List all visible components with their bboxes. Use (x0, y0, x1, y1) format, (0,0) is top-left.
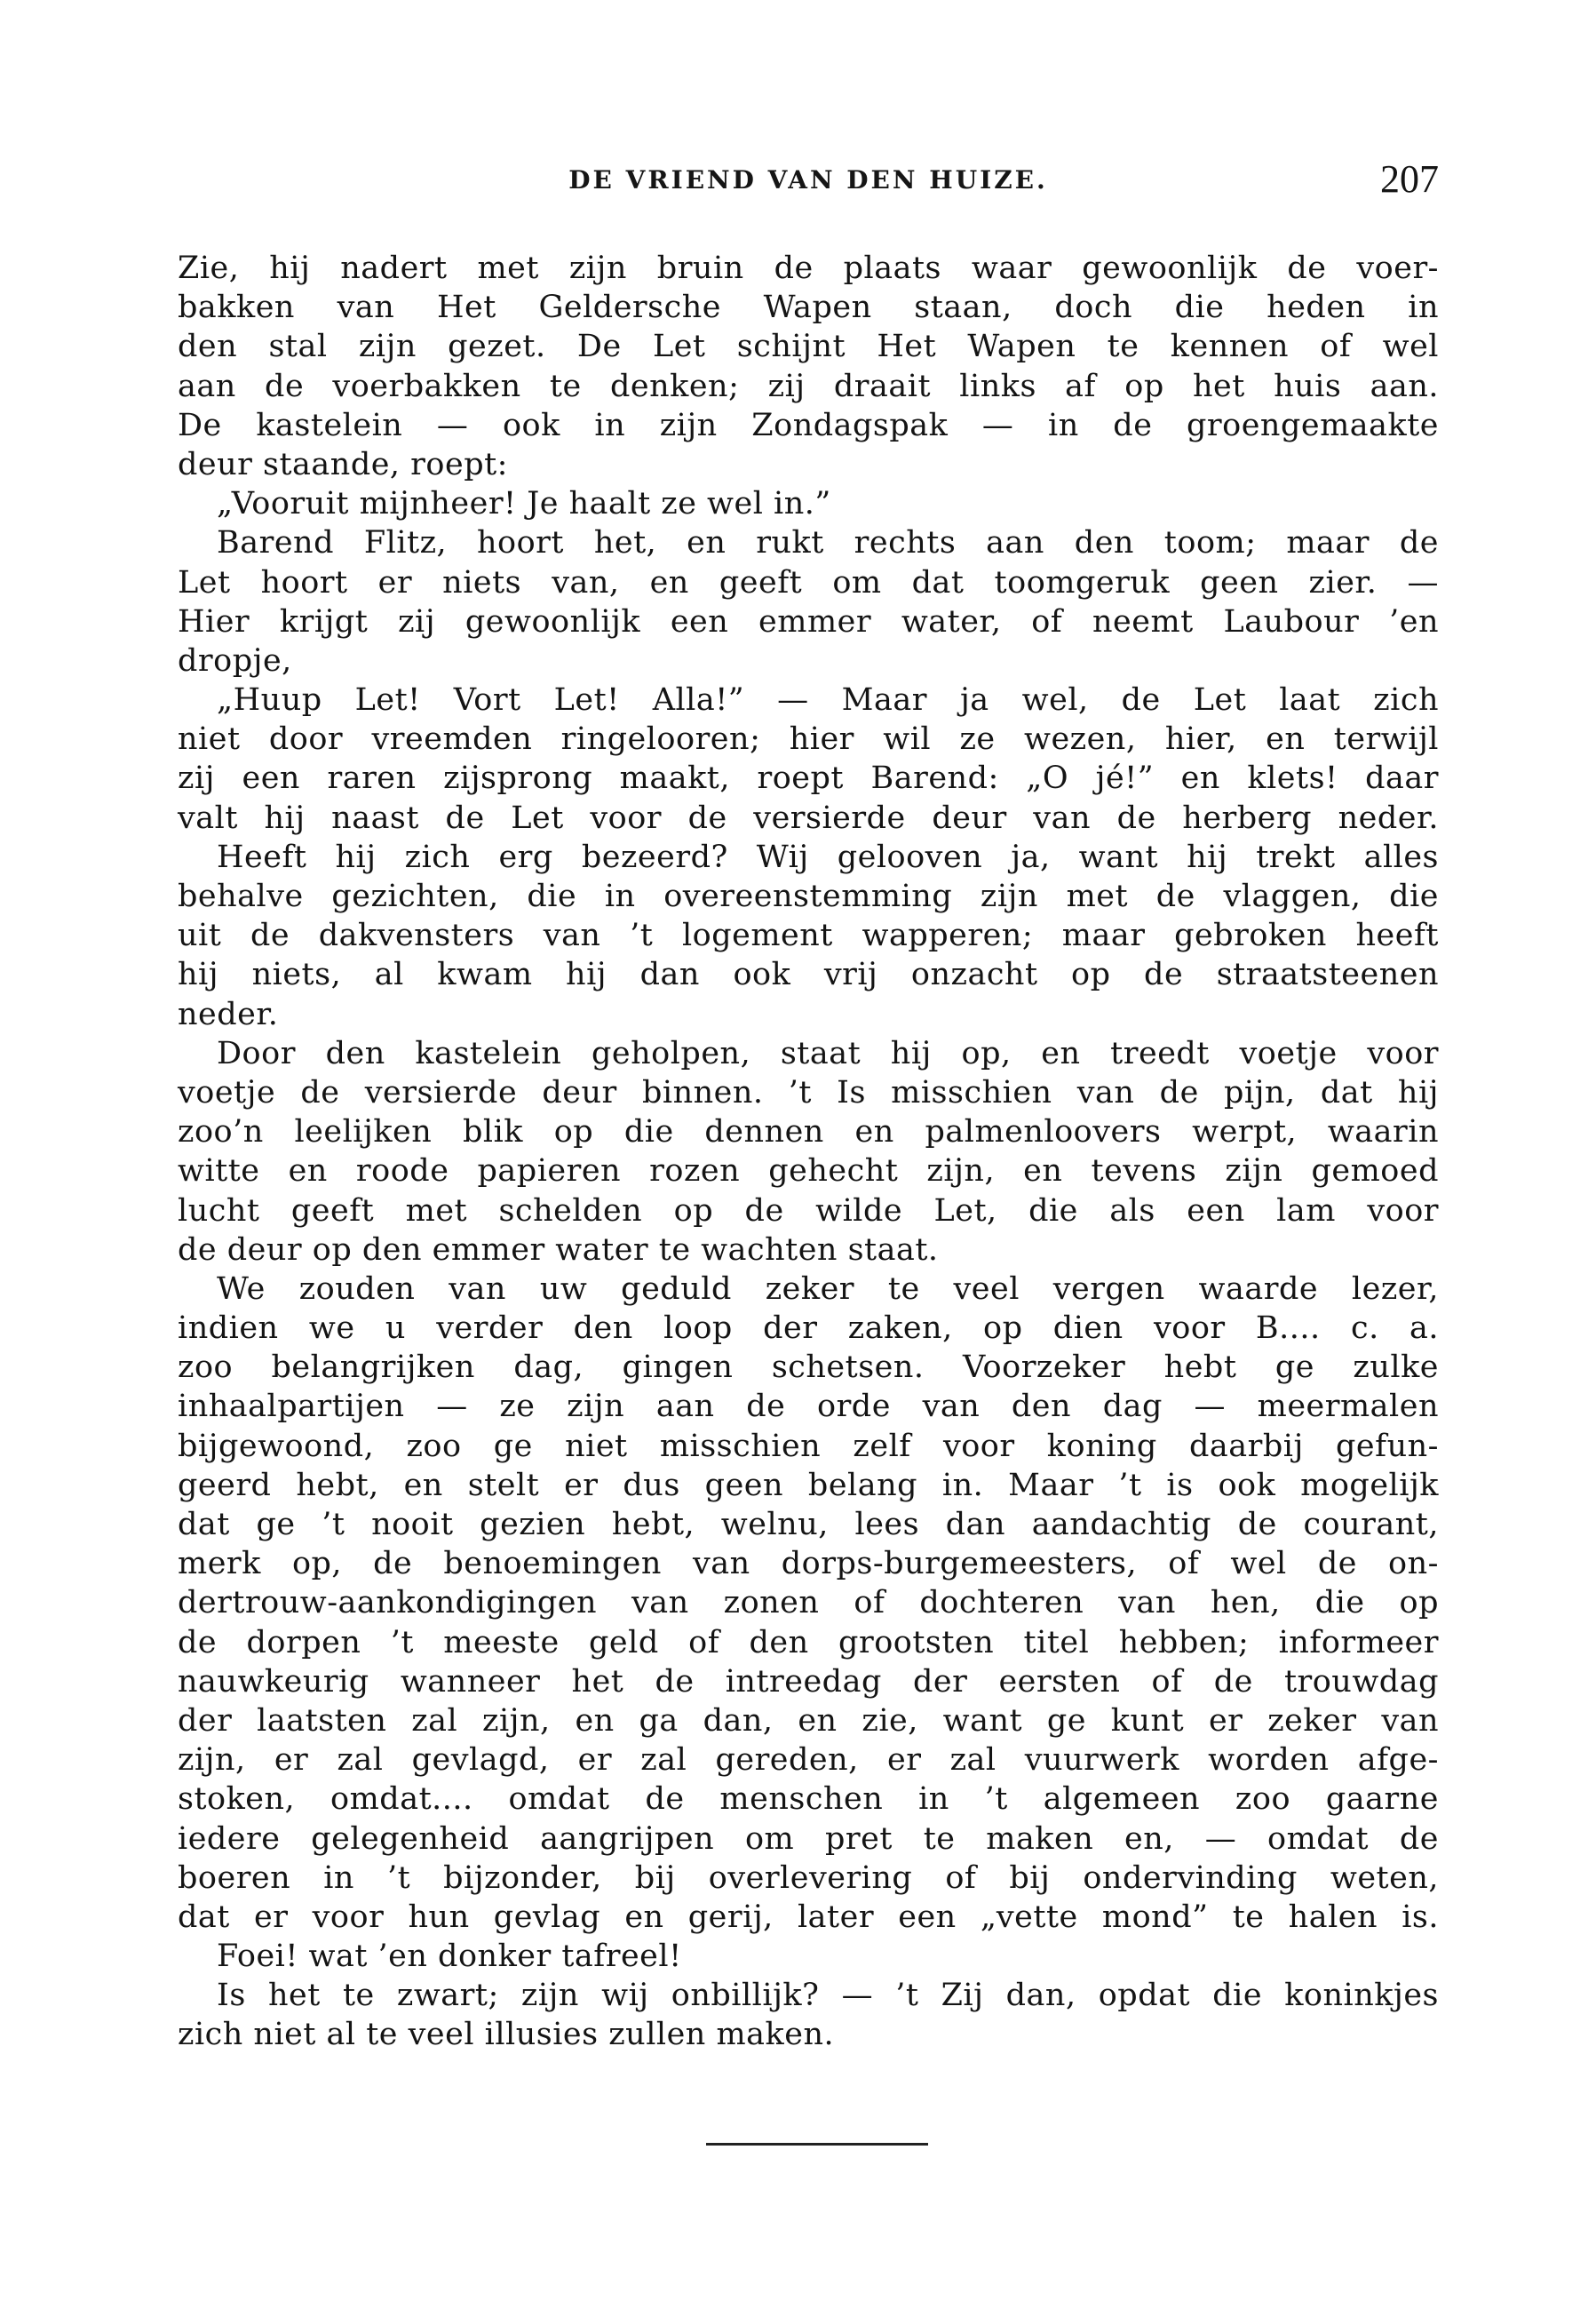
text-line: inhaalpartijen — ze zijn aan de orde van den dag — meermalen (178, 1389, 1439, 1425)
text-line: der laatsten zal zijn, en ga dan, en zie, want ge kunt er zeker van (178, 1702, 1439, 1739)
text-line: Door den kastelein geholpen, staat hij op, en treedt voetje voor (217, 1035, 1439, 1071)
text-line: We zouden van uw geduld zeker te veel vergen waarde lezer, (217, 1270, 1439, 1307)
text-line: Zie, hij nadert met zijn bruin de plaats waar gewoonlijk de voer- (178, 251, 1439, 286)
text-line: dropje, (178, 642, 292, 679)
text-line: deur staande, roept: (178, 446, 508, 482)
text-line: zoo’n leelijken blik op die dennen en palmenloovers werpt, waarin (178, 1114, 1439, 1151)
text-line: Foei! wat ’en donker tafreel! (217, 1939, 682, 1975)
text-line: stoken, omdat.... omdat de menschen in ’t algemeen zoo gaarne (178, 1781, 1439, 1818)
text-line: aan de voerbakken te denken; zij draait links af op het huis aan. (178, 368, 1439, 404)
text-line: De kastelein — ook in zijn Zondagspak — in de groengemaakte (178, 407, 1439, 443)
text-line: bakken van Het Geldersche Wapen staan, doch die heden in (178, 290, 1439, 326)
text-line: nauwkeurig wanneer het de intreedag der eersten of de trouwdag (178, 1663, 1439, 1700)
text-line: dertrouw-aankondigingen van zonen of dochteren van hen, die op (178, 1585, 1439, 1621)
text-line: geerd hebt, en stelt er dus geen belang in. Maar ’t is ook mogelijk (178, 1467, 1439, 1503)
text-line: voetje de versierde deur binnen. ’t Is misschien van de pijn, dat hij (178, 1074, 1439, 1111)
text-line: zij een raren zijsprong maakt, roept Barend: „O jé!” en klets! daar (178, 760, 1439, 797)
text-line: hij niets, al kwam hij dan ook vrij onzacht op de straatsteenen (178, 957, 1439, 993)
text-line: zich niet al te veel illusies zullen maken. (178, 2017, 835, 2053)
text-line: merk op, de benoemingen van dorps-burgemeesters, of wel de on- (178, 1546, 1439, 1582)
text-line: neder. (178, 996, 279, 1032)
text-line: valt hij naast de Let voor de versierde deur van de herberg neder. (178, 800, 1439, 836)
text-line: Is het te zwart; zijn wij onbillijk? — ’t Zij dan, opdat die koninkjes (217, 1978, 1439, 2014)
text-line: uit de dakvensters van ’t logement wapperen; maar gebroken heeft (178, 918, 1439, 954)
text-line: Hier krijgt zij gewoonlijk een emmer water, of neemt Laubour ’en (178, 603, 1439, 640)
body-text (178, 249, 1439, 2055)
text-line: behalve gezichten, die in overeenstemming zijn met de vlaggen, die (178, 879, 1439, 914)
text-line: boeren in ’t bijzonder, bij overlevering of bij ondervinding weten, (178, 1859, 1439, 1896)
text-line: witte en roode papieren rozen gehecht zijn, en tevens zijn gemoed (178, 1153, 1439, 1190)
text-line: Heeft hij zich erg bezeerd? Wij gelooven ja, want hij trekt alles (217, 839, 1439, 875)
text-line: lucht geeft met schelden op de wilde Let, die als een lam voor (178, 1192, 1439, 1229)
text-line: zijn, er zal gevlagd, er zal gereden, er zal vuurwerk worden afge- (178, 1742, 1439, 1779)
text-line: dat er voor hun gevlag en gerij, later een „vette mond” te halen is. (178, 1899, 1439, 1935)
text-line: „Huup Let! Vort Let! Alla!” — Maar ja wel, de Let laat zich (217, 682, 1439, 719)
text-line: niet door vreemden ringelooren; hier wil ze wezen, hier, en terwijl (178, 721, 1439, 758)
text-line: de dorpen ’t meeste geld of den grootsten titel hebben; informeer (178, 1624, 1439, 1660)
text-line: indien we u verder den loop der zaken, op dien voor B.... c. a. (178, 1310, 1439, 1347)
text-line: zoo belangrijken dag, gingen schetsen. Voorzeker hebt ge zulke (178, 1350, 1439, 1386)
running-title: DE VRIEND VAN DEN HUIZE. (568, 165, 1048, 195)
text-line: dat ge ’t nooit gezien hebt, welnu, lees dan aandachtig de courant, (178, 1507, 1439, 1542)
text-line: de deur op den emmer water te wachten staat. (178, 1231, 939, 1268)
end-rule-divider (706, 2143, 928, 2146)
text-line: Barend Flitz, hoort het, en rukt rechts aan den toom; maar de (217, 525, 1439, 561)
text-line: den stal zijn gezet. De Let schijnt Het Wapen te kennen of wel (178, 329, 1439, 365)
running-head (178, 156, 1439, 210)
text-line: iedere gelegenheid aangrijpen om pret te maken en, — omdat de (178, 1820, 1439, 1857)
text-line: bijgewoond, zoo ge niet misschien zelf voor koning daarbij gefun- (178, 1428, 1439, 1464)
text-line: Let hoort er niets van, en geeft om dat toomgeruk geen zier. — (178, 564, 1439, 601)
page-number: 207 (1380, 157, 1439, 201)
text-line: „Vooruit mijnheer! Je haalt ze wel in.” (217, 486, 831, 522)
